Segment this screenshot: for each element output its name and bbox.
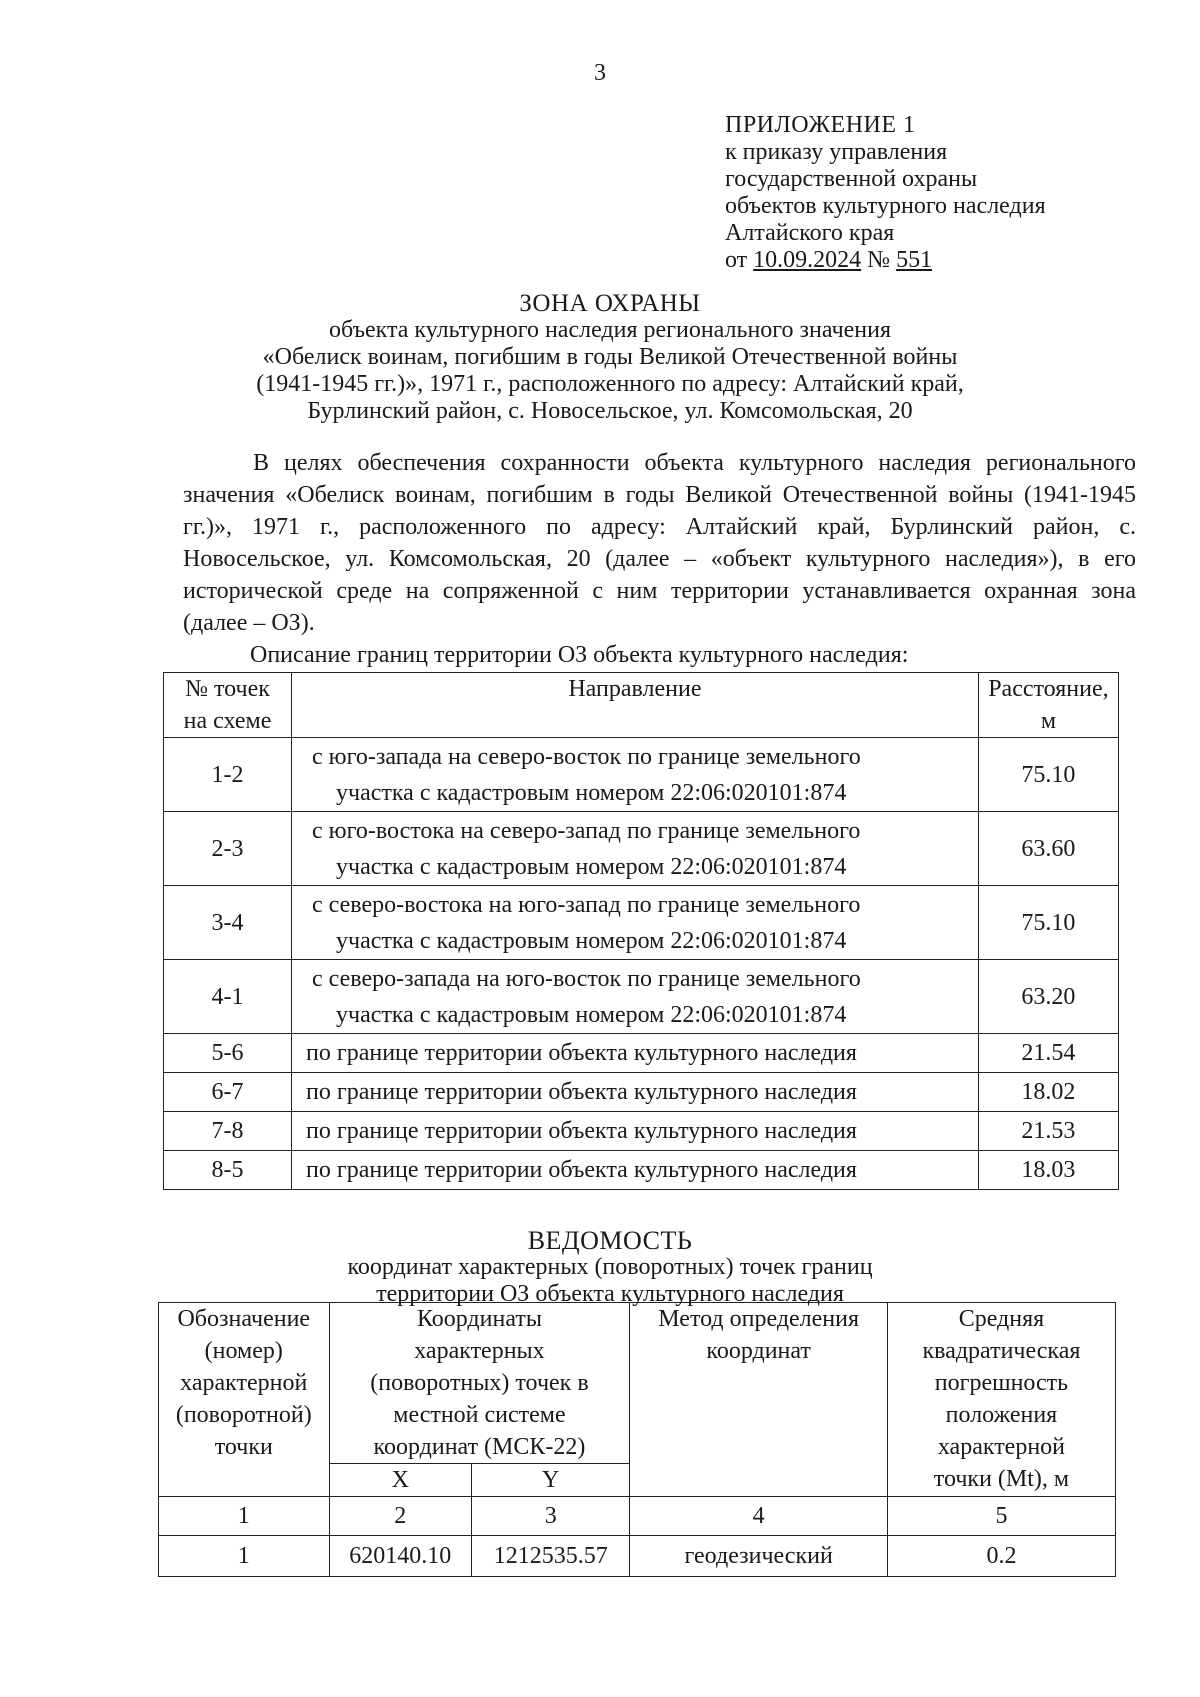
order-number: 551 [896,247,933,273]
table-row [164,886,1119,960]
cell-points: 3-4 [164,886,292,960]
zone-subtitle-line: Бурлинский район, с. Новосельское, ул. Комсомольская, 20 [307,398,913,424]
order-date: 10.09.2024 [753,247,862,273]
cell-points: 7-8 [164,1112,292,1151]
table-row [164,1112,1119,1151]
cell-distance: 75.10 [978,886,1118,960]
cell-distance: 18.02 [978,1073,1118,1112]
appendix-line: объектов культурного наследия [725,193,1046,219]
zone-heading [150,290,1070,425]
zone-subtitle-line: (1941-1945 гг.)», 1971 г., расположенного по адресу: Алтайский край, [256,371,964,397]
cell-points: 5-6 [164,1034,292,1073]
cell-error: 0.2 [887,1536,1115,1577]
table-row [164,738,1119,812]
column-number: 4 [630,1497,888,1536]
header-y: Y [471,1464,629,1497]
cell-points: 6-7 [164,1073,292,1112]
cell-points: 1-2 [164,738,292,812]
header-method: Метод определения координат [630,1303,888,1497]
header-direction: Направление [292,673,979,738]
cell-distance: 75.10 [978,738,1118,812]
column-numbers-row [159,1497,1116,1536]
boundary-table-caption: Описание границ территории ОЗ объекта культурного наследия: [250,642,909,668]
cell-points: 8-5 [164,1151,292,1190]
cell-points: 2-3 [164,812,292,886]
appendix-block [725,112,1046,274]
appendix-date-line [725,247,1046,274]
date-prefix: от [725,247,754,273]
header-error: Средняя квадратическая погрешность положения характерной точки (Mt), м [887,1303,1115,1497]
header-points: № точек на схеме [164,673,292,738]
cell-distance: 18.03 [978,1151,1118,1190]
column-number: 2 [329,1497,471,1536]
cell-direction: с северо-востока на юго-запад по границе земельного участка с кадастровым номером 22:06:020101:874 [292,886,979,960]
appendix-title: ПРИЛОЖЕНИЕ 1 [725,112,916,138]
statement-subtitle-line: координат характерных (поворотных) точек границ [347,1254,873,1280]
table-row [164,1073,1119,1112]
cell-point: 1 [159,1536,330,1577]
statement-title: ВЕДОМОСТЬ [527,1226,693,1255]
statement-heading [150,1227,1070,1308]
cell-direction: с северо-запада на юго-восток по границе земельного участка с кадастровым номером 22:06:020101:874 [292,960,979,1034]
header-distance: Расстояние, м [978,673,1118,738]
cell-direction: по границе территории объекта культурного наследия [292,1034,979,1073]
appendix-line: государственной охраны [725,166,978,192]
coordinates-table [158,1302,1116,1577]
cell-x: 620140.10 [329,1536,471,1577]
cell-points: 4-1 [164,960,292,1034]
cell-direction: по границе территории объекта культурного наследия [292,1151,979,1190]
coords-header-row [159,1303,1116,1464]
cell-direction: с юго-востока на северо-запад по границе земельного участка с кадастровым номером 22:06:020101:874 [292,812,979,886]
page-number: 3 [594,60,606,86]
header-coordinates: Координаты характерных (поворотных) точек в местной системе координат (МСК-22) [329,1303,630,1464]
header-designation: Обозначение (номер) характерной (поворотной) точки [159,1303,330,1497]
cell-method: геодезический [630,1536,888,1577]
zone-subtitle-line: «Обелиск воинам, погибшим в годы Великой Отечественной войны [262,344,958,370]
cell-y: 1212535.57 [471,1536,629,1577]
column-number: 5 [887,1497,1115,1536]
table-row [164,1151,1119,1190]
zone-title: ЗОНА ОХРАНЫ [519,290,701,317]
table-row [159,1536,1116,1577]
table-row [164,960,1119,1034]
boundary-table [163,672,1119,1190]
table-header-row [164,673,1119,738]
column-number: 1 [159,1497,330,1536]
cell-direction: по границе территории объекта культурного наследия [292,1073,979,1112]
appendix-line: к приказу управления [725,139,948,165]
header-x: X [329,1464,471,1497]
cell-distance: 21.53 [978,1112,1118,1151]
statement-subtitle-line: территории ОЗ объекта культурного наследия [376,1281,844,1307]
appendix-line: Алтайского края [725,220,895,246]
cell-distance: 21.54 [978,1034,1118,1073]
zone-subtitle-line: объекта культурного наследия регионального значения [328,317,892,343]
cell-distance: 63.60 [978,812,1118,886]
column-number: 3 [471,1497,629,1536]
cell-direction: с юго-запада на северо-восток по границе земельного участка с кадастровым номером 22:06:020101:874 [292,738,979,812]
cell-distance: 63.20 [978,960,1118,1034]
intro-paragraph: В целях обеспечения сохранности объекта культурного наследия регионального значения «Обелиск воинам, погибшим в годы Великой Отечественной войны (1941-1945 гг.)», 1971 г., расположенного по адресу: Алтайский край, Бурлинский район, с. Новосельское, ул. Комсомольская, 20 (далее – «объект культурного наследия»), в его исторической среде на сопряженной с ним территории устанавливается охранная зона (далее – ОЗ). [183,450,1136,636]
cell-direction: по границе территории объекта культурного наследия [292,1112,979,1151]
table-row [164,1034,1119,1073]
table-row [164,812,1119,886]
number-prefix: № [861,247,897,273]
